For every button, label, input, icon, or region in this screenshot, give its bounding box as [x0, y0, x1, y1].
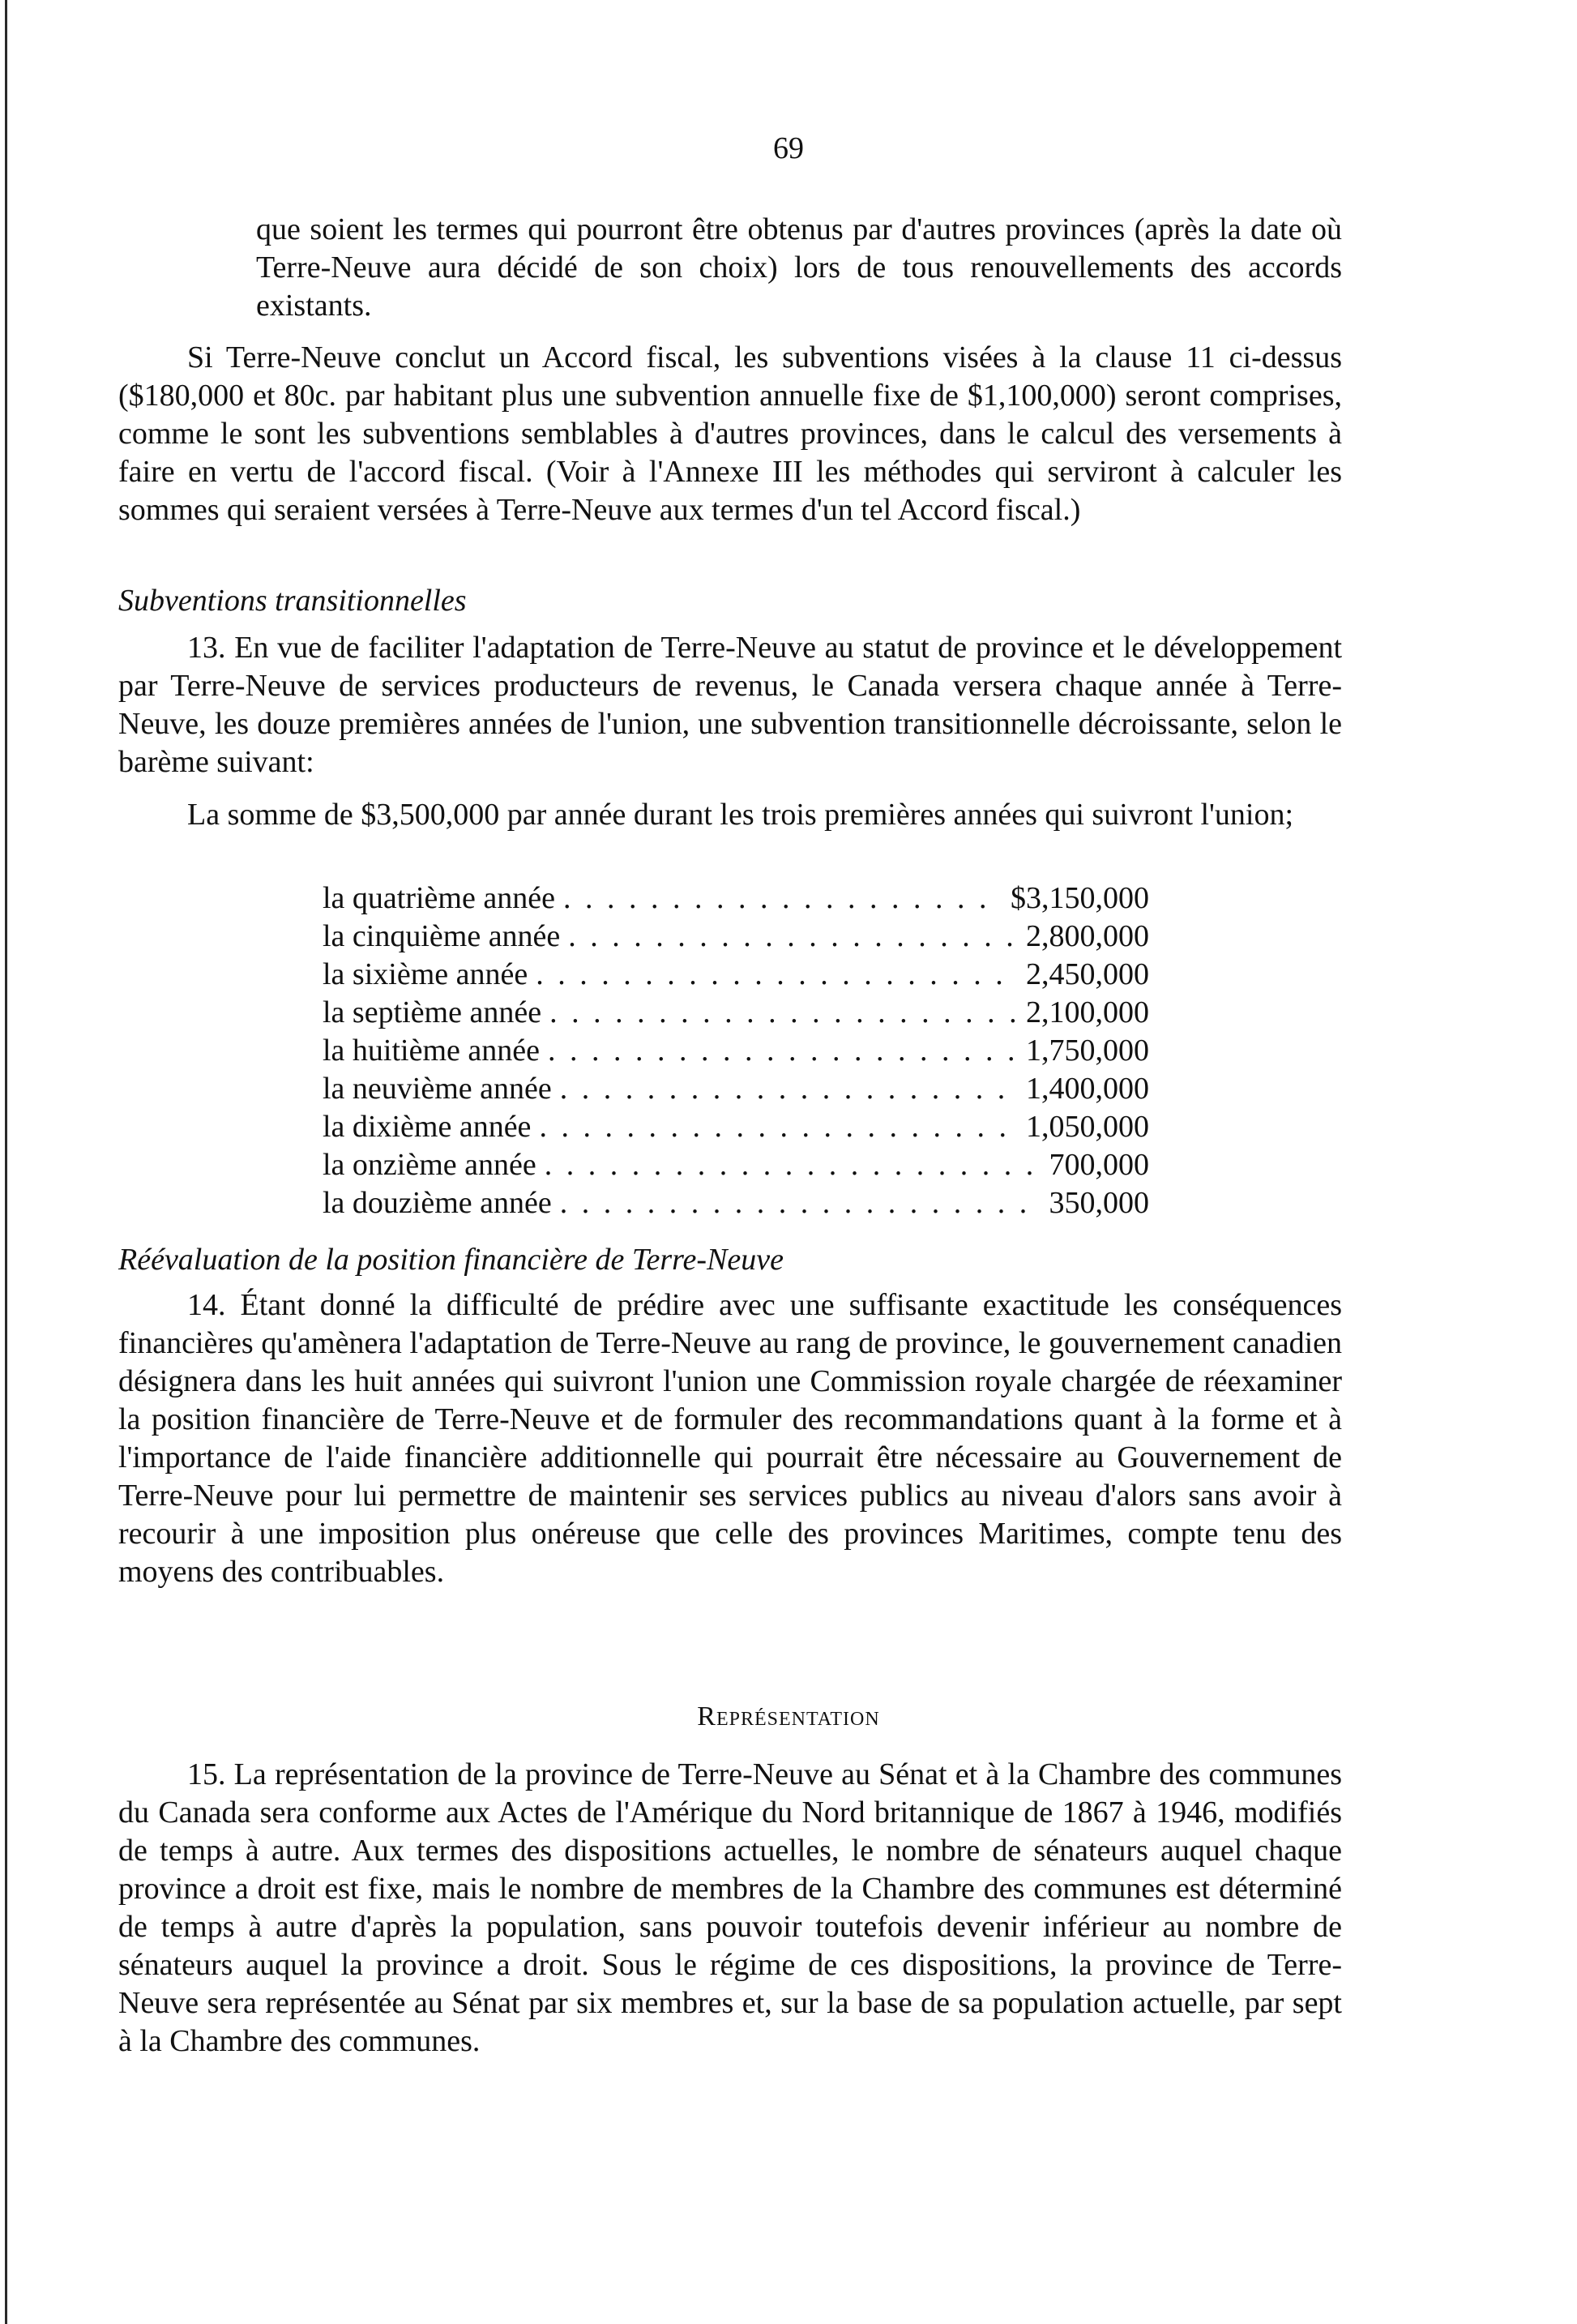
- schedule-year-label: la huitième année: [323, 1034, 540, 1068]
- schedule-amount: 2,450,000: [1026, 957, 1149, 991]
- schedule-leader-dots: [549, 994, 1018, 1032]
- continuation-paragraph: que soient les termes qui pourront être obtenus par d'autres provinces (après la date où Terre-Neuve aura décidé de son choix) lors de tous renouvellements des accords existants.: [256, 212, 1342, 323]
- schedule-row: [323, 1146, 1149, 1184]
- transitional-grants-heading: Subventions transitionnelles: [118, 584, 467, 618]
- representation-section-title: Représentation: [697, 1701, 880, 1731]
- schedule-year-label: la neuvième année: [323, 1072, 552, 1106]
- schedule-leader-dots: [539, 1108, 1018, 1146]
- schedule-year-label: la onzième année: [323, 1148, 536, 1182]
- schedule-row: [323, 1032, 1149, 1070]
- schedule-row: [323, 1108, 1149, 1146]
- page-edge-shadow: [5, 0, 7, 2324]
- schedule-leader-dots: [563, 880, 1002, 918]
- schedule-row: [323, 880, 1149, 918]
- schedule-amount: 1,050,000: [1026, 1110, 1149, 1144]
- schedule-amount: 2,800,000: [1026, 919, 1149, 953]
- schedule-intro: La somme de $3,500,000 par année durant les trois premières années qui suivront l'union;: [187, 798, 1294, 832]
- schedule-amount: 1,400,000: [1026, 1072, 1149, 1106]
- reevaluation-heading: Réévaluation de la position financière de Terre-Neuve: [118, 1243, 784, 1277]
- schedule-amount: 350,000: [1049, 1186, 1149, 1220]
- grant-schedule-table: [323, 880, 1149, 1222]
- schedule-year-label: la dixième année: [323, 1110, 532, 1144]
- clause-13-paragraph: 13. En vue de faciliter l'adaptation de Terre-Neuve au statut de province et le développement par Terre-Neuve de services producteurs de revenus, le Canada versera chaque année à Terre-Neuve, les douze premières années de l'union, une subvention transitionnelle décroissante, selon le barème suivant:: [118, 631, 1342, 779]
- schedule-row: [323, 1184, 1149, 1222]
- schedule-leader-dots: [560, 1184, 1041, 1222]
- clause-15-paragraph: 15. La représentation de la province de Terre-Neuve au Sénat et à la Chambre des communes du Canada sera conforme aux Actes de l'Amérique du Nord britannique de 1867 à 1946, modifiés de temps à autre. Aux termes des dispositions actuelles, le nombre de sénateurs auquel chaque province a droit est fixe, mais le nombre de membres de la Chambre des communes est déterminé de temps à autre d'après la population, sans pouvoir toutefois devenir inférieur au nombre de sénateurs auquel la province a droit. Sous le régime de ces dispositions, la province de Terre-Neuve sera représentée au Sénat par six membres et, sur la base de sa population actuelle, par sept à la Chambre des communes.: [118, 1757, 1342, 2058]
- schedule-year-label: la septième année: [323, 995, 542, 1029]
- schedule-leader-dots: [560, 1070, 1018, 1108]
- schedule-leader-dots: [548, 1032, 1018, 1070]
- schedule-amount: 700,000: [1049, 1148, 1149, 1182]
- schedule-row: [323, 994, 1149, 1032]
- schedule-year-label: la sixième année: [323, 957, 528, 991]
- clause-14-paragraph: 14. Étant donné la difficulté de prédire avec une suffisante exactitude les conséquences financières qu'amènera l'adaptation de Terre-Neuve au rang de province, le gouvernement canadien désignera dans les huit années qui suivront l'union une Commission royale chargée de réexaminer la position financière de Terre-Neuve et de formuler des recommandations quant à la forme et à l'importance de l'aide financière additionnelle qui pourrait être nécessaire au Gouvernement de Terre-Neuve pour lui permettre de maintenir ses services publics au niveau d'alors sans avoir à recourir à une imposition plus onéreuse que celle des provinces Maritimes, compte tenu des moyens des contribuables.: [118, 1288, 1342, 1589]
- schedule-row: [323, 956, 1149, 994]
- schedule-year-label: la quatrième année: [323, 881, 555, 915]
- schedule-leader-dots: [568, 918, 1018, 956]
- schedule-leader-dots: [536, 956, 1018, 994]
- schedule-amount: 2,100,000: [1026, 995, 1149, 1029]
- schedule-year-label: la douzième année: [323, 1186, 552, 1220]
- schedule-year-label: la cinquième année: [323, 919, 561, 953]
- schedule-amount: $3,150,000: [1011, 881, 1149, 915]
- page-number: 69: [773, 131, 804, 165]
- schedule-leader-dots: [545, 1146, 1041, 1184]
- fiscal-agreement-paragraph: Si Terre-Neuve conclut un Accord fiscal, les subventions visées à la clause 11 ci-dessus ($180,000 et 80c. par habitant plus une subvention annuelle fixe de $1,100,000) seront comprises, comme le sont les subventions semblables à d'autres provinces, dans le calcul des versements à faire en vertu de l'accord fiscal. (Voir à l'Annexe III les méthodes qui serviront à calculer les sommes qui seraient versées à Terre-Neuve aux termes d'un tel Accord fiscal.): [118, 340, 1342, 527]
- schedule-amount: 1,750,000: [1026, 1034, 1149, 1068]
- schedule-row: [323, 918, 1149, 956]
- schedule-row: [323, 1070, 1149, 1108]
